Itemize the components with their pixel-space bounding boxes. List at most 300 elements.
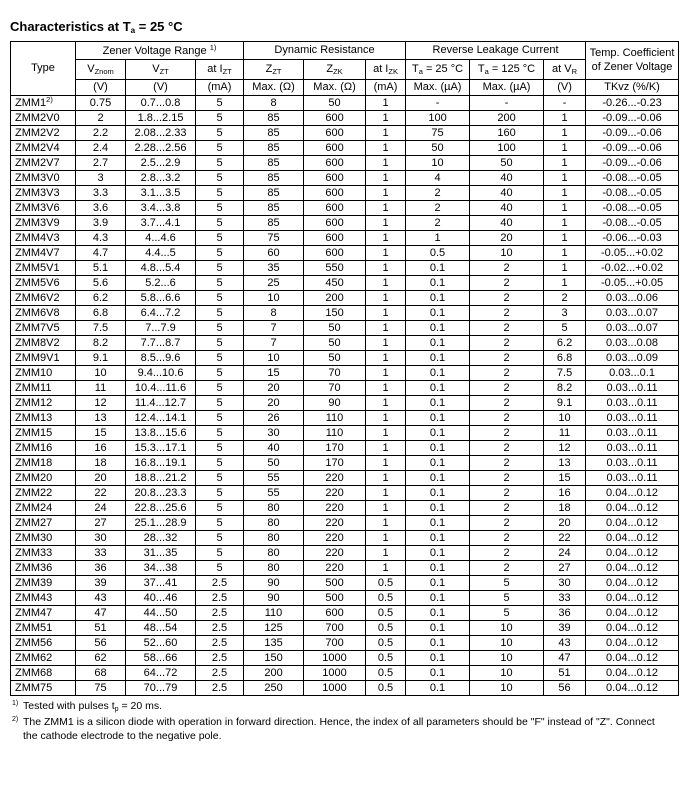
data-cell: 24 <box>76 501 126 516</box>
table-row <box>11 426 679 441</box>
table-row <box>11 111 679 126</box>
table-row <box>11 471 679 486</box>
data-cell: 0.04...0.12 <box>586 621 679 636</box>
data-cell: 100 <box>470 141 544 156</box>
data-cell: 0.03...0.11 <box>586 426 679 441</box>
type-cell: ZMM5V6 <box>11 276 76 291</box>
data-cell: 5 <box>196 216 244 231</box>
type-cell: ZMM15 <box>11 426 76 441</box>
table-row <box>11 96 679 111</box>
data-cell: 58...66 <box>126 651 196 666</box>
data-cell: 0.1 <box>406 381 470 396</box>
data-cell: 6.8 <box>76 306 126 321</box>
data-cell: 39 <box>544 621 586 636</box>
col-group-dynamic-resistance: Dynamic Resistance <box>244 42 406 60</box>
data-cell: 1 <box>366 111 406 126</box>
col-header-type: Type <box>11 42 76 96</box>
data-cell: 170 <box>304 441 366 456</box>
data-cell: 1 <box>366 381 406 396</box>
data-cell: 1 <box>366 231 406 246</box>
data-cell: 0.5 <box>366 681 406 696</box>
data-cell: 55 <box>244 471 304 486</box>
data-cell: 5 <box>196 186 244 201</box>
data-cell: 2 <box>76 111 126 126</box>
data-cell: 5 <box>196 126 244 141</box>
data-cell: 5 <box>196 501 244 516</box>
data-cell: 1 <box>406 231 470 246</box>
data-cell: 1 <box>544 141 586 156</box>
data-cell: 0.1 <box>406 531 470 546</box>
table-row <box>11 486 679 501</box>
data-cell: 2.4 <box>76 141 126 156</box>
data-cell: 20 <box>244 381 304 396</box>
data-cell: 1000 <box>304 681 366 696</box>
type-cell: ZMM3V6 <box>11 201 76 216</box>
data-cell: 5 <box>196 396 244 411</box>
type-cell: ZMM7V5 <box>11 321 76 336</box>
data-cell: 2.08...2.33 <box>126 126 196 141</box>
data-cell: 36 <box>544 606 586 621</box>
data-cell: 0.1 <box>406 351 470 366</box>
data-cell: 10 <box>470 666 544 681</box>
data-cell: 8.2 <box>76 336 126 351</box>
data-cell: 22 <box>544 531 586 546</box>
data-cell: 13 <box>76 411 126 426</box>
data-cell: 0.03...0.1 <box>586 366 679 381</box>
data-cell: 2.28...2.56 <box>126 141 196 156</box>
data-cell: 3.9 <box>76 216 126 231</box>
data-cell: 5 <box>196 546 244 561</box>
data-cell: 1 <box>366 336 406 351</box>
data-cell: 15 <box>76 426 126 441</box>
type-cell: ZMM4V7 <box>11 246 76 261</box>
data-cell: 5 <box>470 606 544 621</box>
data-cell: 4 <box>406 171 470 186</box>
data-cell: 0.1 <box>406 441 470 456</box>
data-cell: 2.5 <box>196 576 244 591</box>
data-cell: 8 <box>244 96 304 111</box>
data-cell: 11 <box>544 426 586 441</box>
data-cell: 51 <box>544 666 586 681</box>
data-cell: 5 <box>196 141 244 156</box>
type-cell: ZMM4V3 <box>11 231 76 246</box>
data-cell: 40 <box>244 441 304 456</box>
data-cell: 2 <box>470 471 544 486</box>
data-cell: 0.1 <box>406 606 470 621</box>
zener-group-note-marker: 1) <box>209 42 217 52</box>
type-cell: ZMM6V8 <box>11 306 76 321</box>
data-cell: 1 <box>366 426 406 441</box>
table-row <box>11 621 679 636</box>
data-cell: 22.8...25.6 <box>126 501 196 516</box>
type-cell: ZMM22 <box>11 486 76 501</box>
data-cell: 100 <box>406 111 470 126</box>
data-cell: 2.2 <box>76 126 126 141</box>
data-cell: 5 <box>196 351 244 366</box>
data-cell: 110 <box>244 606 304 621</box>
data-cell: 0.1 <box>406 291 470 306</box>
data-cell: 15 <box>244 366 304 381</box>
type-cell: ZMM43 <box>11 591 76 606</box>
data-cell: 2 <box>470 366 544 381</box>
data-cell: 20 <box>544 516 586 531</box>
data-cell: 16 <box>76 441 126 456</box>
data-cell: -0.09...-0.06 <box>586 156 679 171</box>
data-cell: 75 <box>76 681 126 696</box>
data-cell: 1 <box>366 141 406 156</box>
data-cell: 10 <box>470 246 544 261</box>
data-cell: 50 <box>304 351 366 366</box>
type-cell: ZMM30 <box>11 531 76 546</box>
type-note-marker: 2) <box>46 95 53 105</box>
data-cell: 7 <box>244 321 304 336</box>
data-cell: 600 <box>304 606 366 621</box>
data-cell: 0.5 <box>366 666 406 681</box>
data-cell: 2 <box>470 411 544 426</box>
footnotes <box>10 699 678 744</box>
data-cell: 2.8...3.2 <box>126 171 196 186</box>
data-cell: 2.5 <box>196 651 244 666</box>
data-cell: 3 <box>76 171 126 186</box>
data-cell: 0.03...0.11 <box>586 441 679 456</box>
data-cell: 5 <box>196 516 244 531</box>
type-cell: ZMM11 <box>11 381 76 396</box>
data-cell: 550 <box>304 261 366 276</box>
table-row <box>11 366 679 381</box>
data-cell: 2 <box>470 381 544 396</box>
data-cell: -0.08...-0.05 <box>586 201 679 216</box>
type-cell: ZMM10 <box>11 366 76 381</box>
data-cell: 2.5 <box>196 621 244 636</box>
data-cell: 1 <box>366 126 406 141</box>
data-cell: 0.1 <box>406 336 470 351</box>
data-cell: 85 <box>244 216 304 231</box>
table-row <box>11 411 679 426</box>
type-cell: ZMM2V7 <box>11 156 76 171</box>
type-cell: ZMM8V2 <box>11 336 76 351</box>
data-cell: 600 <box>304 231 366 246</box>
data-cell: 75 <box>244 231 304 246</box>
data-cell: 2.5 <box>196 591 244 606</box>
col-header-at-izk: at $I_{ZK}$ <box>366 60 406 80</box>
footnote-2 <box>10 715 670 744</box>
data-cell: 80 <box>244 546 304 561</box>
data-cell: 50 <box>244 456 304 471</box>
data-cell: 220 <box>304 546 366 561</box>
data-cell: 600 <box>304 246 366 261</box>
title-suffix: = 25 °C <box>135 19 183 34</box>
data-cell: -0.08...-0.05 <box>586 186 679 201</box>
data-cell: 28...32 <box>126 531 196 546</box>
data-cell: 2 <box>470 336 544 351</box>
data-cell: 2 <box>470 261 544 276</box>
data-cell: 15.3...17.1 <box>126 441 196 456</box>
data-cell: 5 <box>196 531 244 546</box>
data-cell: 2 <box>470 291 544 306</box>
data-cell: 30 <box>244 426 304 441</box>
data-cell: 3 <box>544 306 586 321</box>
data-cell: 3.6 <box>76 201 126 216</box>
data-cell: 3.3 <box>76 186 126 201</box>
data-cell: 0.1 <box>406 561 470 576</box>
data-cell: 1 <box>544 201 586 216</box>
data-cell: 5 <box>196 321 244 336</box>
data-cell: 12 <box>76 396 126 411</box>
data-cell: 11.4...12.7 <box>126 396 196 411</box>
data-cell: 0.5 <box>366 621 406 636</box>
data-cell: 40...46 <box>126 591 196 606</box>
data-cell: 40 <box>470 216 544 231</box>
table-row <box>11 636 679 651</box>
col-header-ta-125: $T_a = 125$ °C <box>470 60 544 80</box>
data-cell: 5 <box>196 426 244 441</box>
data-cell: 0.03...0.11 <box>586 411 679 426</box>
data-cell: 25.1...28.9 <box>126 516 196 531</box>
data-cell: 5 <box>196 171 244 186</box>
data-cell: 56 <box>544 681 586 696</box>
type-cell: ZMM36 <box>11 561 76 576</box>
data-cell: 43 <box>544 636 586 651</box>
data-cell: 0.03...0.11 <box>586 381 679 396</box>
data-cell: 0.5 <box>366 636 406 651</box>
data-cell: 0.1 <box>406 516 470 531</box>
data-cell: 4.3 <box>76 231 126 246</box>
data-cell: 9.1 <box>544 396 586 411</box>
data-cell: 2.5 <box>196 666 244 681</box>
data-cell: 1 <box>366 246 406 261</box>
data-cell: 31...35 <box>126 546 196 561</box>
data-cell: 0.1 <box>406 546 470 561</box>
data-cell: 220 <box>304 561 366 576</box>
data-cell: 1 <box>366 366 406 381</box>
data-cell: 0.04...0.12 <box>586 651 679 666</box>
data-cell: 0.1 <box>406 681 470 696</box>
data-cell: 7 <box>244 336 304 351</box>
data-cell: 20 <box>470 231 544 246</box>
data-cell: 0.1 <box>406 636 470 651</box>
footnote-1: 1) Tested with pulses $t_p = 20$ ms. <box>12 700 163 713</box>
data-cell: 0.04...0.12 <box>586 546 679 561</box>
data-cell: 170 <box>304 456 366 471</box>
data-cell: 125 <box>244 621 304 636</box>
data-cell: 90 <box>244 591 304 606</box>
data-cell: 0.03...0.11 <box>586 456 679 471</box>
table-row <box>11 501 679 516</box>
data-cell: 1 <box>544 261 586 276</box>
unit-izt: (mA) <box>196 80 244 96</box>
data-cell: 5 <box>196 96 244 111</box>
data-cell: -0.08...-0.05 <box>586 171 679 186</box>
units-row <box>11 80 679 96</box>
data-cell: 2 <box>470 396 544 411</box>
type-cell: ZMM3V0 <box>11 171 76 186</box>
data-cell: 0.04...0.12 <box>586 606 679 621</box>
data-cell: 5 <box>196 276 244 291</box>
table-row <box>11 531 679 546</box>
data-cell: 3.1...3.5 <box>126 186 196 201</box>
data-cell: 5 <box>196 246 244 261</box>
data-cell: 5 <box>196 336 244 351</box>
footnote-2-text: The ZMM1 is a silicon diode with operation in forward direction. Hence, the index of all parameters should be "F" instead of "Z". Connect the cathode electrode to the negative pole. <box>23 715 655 743</box>
data-cell: 2 <box>470 516 544 531</box>
data-cell: 6.4...7.2 <box>126 306 196 321</box>
data-cell: 1 <box>366 351 406 366</box>
data-cell: 2 <box>406 216 470 231</box>
table-row <box>11 591 679 606</box>
title-text: Characteristics at T <box>10 19 131 34</box>
data-cell: 15 <box>544 471 586 486</box>
data-cell: 600 <box>304 141 366 156</box>
data-cell: 33 <box>544 591 586 606</box>
data-cell: 0.03...0.09 <box>586 351 679 366</box>
unit-vr: (V) <box>544 80 586 96</box>
data-cell: 1 <box>366 546 406 561</box>
data-cell: 10 <box>76 366 126 381</box>
data-cell: 68 <box>76 666 126 681</box>
data-cell: 5 <box>196 381 244 396</box>
data-cell: 47 <box>76 606 126 621</box>
data-cell: 0.5 <box>366 606 406 621</box>
data-cell: 10 <box>406 156 470 171</box>
data-cell: -0.09...-0.06 <box>586 111 679 126</box>
data-cell: 18 <box>544 501 586 516</box>
data-cell: 160 <box>470 126 544 141</box>
data-cell: 8.5...9.6 <box>126 351 196 366</box>
data-cell: 1 <box>366 441 406 456</box>
data-cell: 0.03...0.08 <box>586 336 679 351</box>
data-cell: 10 <box>470 681 544 696</box>
data-cell: 600 <box>304 216 366 231</box>
data-cell: 2 <box>470 306 544 321</box>
data-cell: 1 <box>544 216 586 231</box>
type-cell: ZMM39 <box>11 576 76 591</box>
data-cell: 0.1 <box>406 396 470 411</box>
type-cell: ZMM18 <box>11 456 76 471</box>
data-cell: 0.1 <box>406 426 470 441</box>
characteristics-table <box>10 41 679 696</box>
data-cell: 30 <box>76 531 126 546</box>
table-row <box>11 651 679 666</box>
data-cell: 0.1 <box>406 456 470 471</box>
data-cell: 1000 <box>304 651 366 666</box>
data-cell: - <box>406 96 470 111</box>
data-cell: 10 <box>470 621 544 636</box>
data-cell: 2 <box>470 531 544 546</box>
data-cell: 2.7 <box>76 156 126 171</box>
data-cell: 34...38 <box>126 561 196 576</box>
data-cell: 2 <box>470 426 544 441</box>
data-cell: 0.1 <box>406 666 470 681</box>
table-row <box>11 126 679 141</box>
data-cell: 1 <box>544 126 586 141</box>
data-cell: 1 <box>544 171 586 186</box>
data-cell: 10 <box>470 636 544 651</box>
data-cell: 8 <box>244 306 304 321</box>
data-cell: 4.8...5.4 <box>126 261 196 276</box>
data-cell: 85 <box>244 141 304 156</box>
type-cell: ZMM9V1 <box>11 351 76 366</box>
data-cell: 6.2 <box>544 336 586 351</box>
data-cell: 3.7...4.1 <box>126 216 196 231</box>
data-cell: 50 <box>406 141 470 156</box>
data-cell: 2 <box>470 501 544 516</box>
sub-header-row <box>11 60 679 80</box>
data-cell: 600 <box>304 126 366 141</box>
table-row <box>11 561 679 576</box>
data-cell: 20 <box>244 396 304 411</box>
data-cell: -0.08...-0.05 <box>586 216 679 231</box>
data-cell: 43 <box>76 591 126 606</box>
data-cell: 1 <box>366 216 406 231</box>
data-cell: 5 <box>196 456 244 471</box>
data-cell: 2 <box>470 276 544 291</box>
data-cell: 5 <box>196 261 244 276</box>
data-cell: -0.09...-0.06 <box>586 126 679 141</box>
data-cell: 0.1 <box>406 576 470 591</box>
data-cell: 5.1 <box>76 261 126 276</box>
table-row <box>11 336 679 351</box>
data-cell: - <box>544 96 586 111</box>
table-row <box>11 261 679 276</box>
data-cell: 1 <box>366 291 406 306</box>
col-group-zener-voltage-range <box>76 42 244 60</box>
data-cell: 0.1 <box>406 621 470 636</box>
data-cell: 0.75 <box>76 96 126 111</box>
col-header-ta-25: $T_a = 25$ °C <box>406 60 470 80</box>
data-cell: 7.5 <box>544 366 586 381</box>
data-cell: 6.8 <box>544 351 586 366</box>
type-cell: ZMM3V9 <box>11 216 76 231</box>
data-cell: 1 <box>366 531 406 546</box>
data-cell: 8.2 <box>544 381 586 396</box>
data-cell: -0.05...+0.05 <box>586 276 679 291</box>
data-cell: 1 <box>366 171 406 186</box>
data-cell: 50 <box>304 321 366 336</box>
col-header-at-vr: at $V_R$ <box>544 60 586 80</box>
data-cell: 150 <box>304 306 366 321</box>
data-cell: 60 <box>244 246 304 261</box>
group-header-row <box>11 42 679 60</box>
data-cell: 0.1 <box>406 591 470 606</box>
data-cell: 25 <box>244 276 304 291</box>
data-cell: 11 <box>76 381 126 396</box>
type-cell: ZMM51 <box>11 621 76 636</box>
data-cell: 10 <box>244 291 304 306</box>
data-cell: 80 <box>244 516 304 531</box>
data-cell: 64...72 <box>126 666 196 681</box>
data-cell: 47 <box>544 651 586 666</box>
data-cell: 1 <box>366 516 406 531</box>
data-cell: 33 <box>76 546 126 561</box>
data-cell: 5.2...6 <box>126 276 196 291</box>
data-cell: 85 <box>244 126 304 141</box>
table-row <box>11 201 679 216</box>
data-cell: 80 <box>244 501 304 516</box>
table-row <box>11 396 679 411</box>
table-row <box>11 456 679 471</box>
data-cell: 2 <box>470 321 544 336</box>
data-cell: 5 <box>196 411 244 426</box>
table-body <box>11 96 679 696</box>
table-row <box>11 441 679 456</box>
data-cell: 0.03...0.11 <box>586 471 679 486</box>
table-row <box>11 666 679 681</box>
data-cell: 5 <box>470 576 544 591</box>
data-cell: 1 <box>366 186 406 201</box>
table-row <box>11 681 679 696</box>
type-cell: ZMM2V2 <box>11 126 76 141</box>
data-cell: 150 <box>244 651 304 666</box>
